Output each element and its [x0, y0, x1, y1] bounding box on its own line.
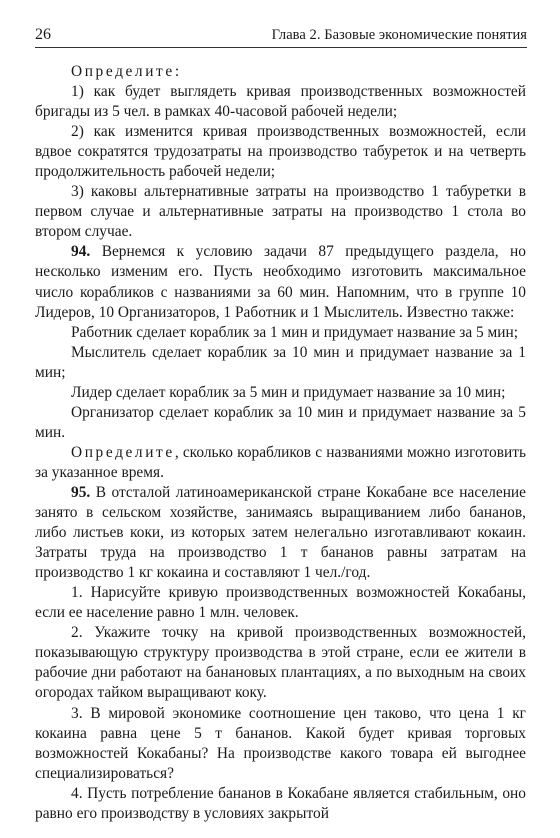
paragraph-item: Работник сделает кораблик за 1 мин и придумает название за 5 мин;	[71, 323, 519, 341]
page-number: 26	[35, 26, 51, 43]
paragraph-item: 4. Пусть потребление бананов в Кокабане является стабильным, оно равно его производству в условиях закрытой	[35, 784, 526, 822]
paragraph-item: 2. Укажите точку на кривой производственных возможностей, показывающую структуру производства в этой стране, если ее жители в рабочие дни работают на банановых плантациях, а по выходным на своих огородах тайком выращивают коку.	[35, 624, 526, 702]
paragraph-item: 1) как будет выглядеть кривая производственных возможностей бригады из 5 чел. в рамках 40-часовой рабочей недели;	[35, 83, 526, 121]
chapter-title: Глава 2. Базовые экономические понятия	[271, 27, 527, 43]
paragraph-item: 1. Нарисуйте кривую производственных возможностей Кокабаны, если ее население равно 1 млн. человек.	[35, 584, 526, 622]
problem-95: 95. В отсталой латиноамериканской стране Кокабане все население занято в сельском хозяйстве, занимаясь выращиванием либо бананов, либо листьев коки, из которых затем нелегально изготавливают кокаин. Затраты труда на производство 1 т бананов равны затратам на производство 1 кг кокаина и составляют 1 чел./год.	[35, 483, 526, 582]
problem-number: 94.	[71, 243, 91, 261]
paragraph-item: 2) как изменится кривая производственных возможностей, если вдвое сократятся трудозатраты на производство табуреток и на четверть продолжительность рабочей недели;	[35, 123, 526, 181]
paragraph-task-prompt: Определите:	[71, 63, 180, 80]
body-text	[35, 62, 526, 824]
paragraph-task-prompt: Определите, сколько корабликов с названиями можно изготовить за указанное время.	[35, 443, 526, 481]
paragraph-item: Лидер сделает кораблик за 5 мин и придумает название за 10 мин;	[71, 383, 506, 401]
problem-number: 95.	[71, 483, 91, 501]
paragraph-item: 3) каковы альтернативные затраты на производство 1 табуретки в первом случае и альтернативные затраты на производство 1 стола во втором случае.	[35, 183, 526, 241]
running-header	[35, 26, 527, 48]
problem-94: 94. Вернемся к условию задачи 87 предыдущего раздела, но несколько изменим его. Пусть необходимо изготовить максимальное число корабликов с названиями за 60 мин. Напомним, что в группе 10 Лидеров, 10 Организаторов, 1 Работник и 1 Мыслитель. Известно также:	[35, 243, 526, 321]
paragraph-item: Организатор сделает кораблик за 10 мин и придумает название за 5 мин.	[35, 403, 526, 441]
paragraph-item: 3. В мировой экономике соотношение цен таково, что цена 1 кг кокаина равна цене 5 т бананов. Какой будет кривая торговых возможностей Кокабаны? На производстве какого товара ей выгоднее специализироваться?	[35, 704, 526, 782]
paragraph-item: Мыслитель сделает кораблик за 10 мин и придумает название за 1 мин;	[35, 343, 526, 381]
